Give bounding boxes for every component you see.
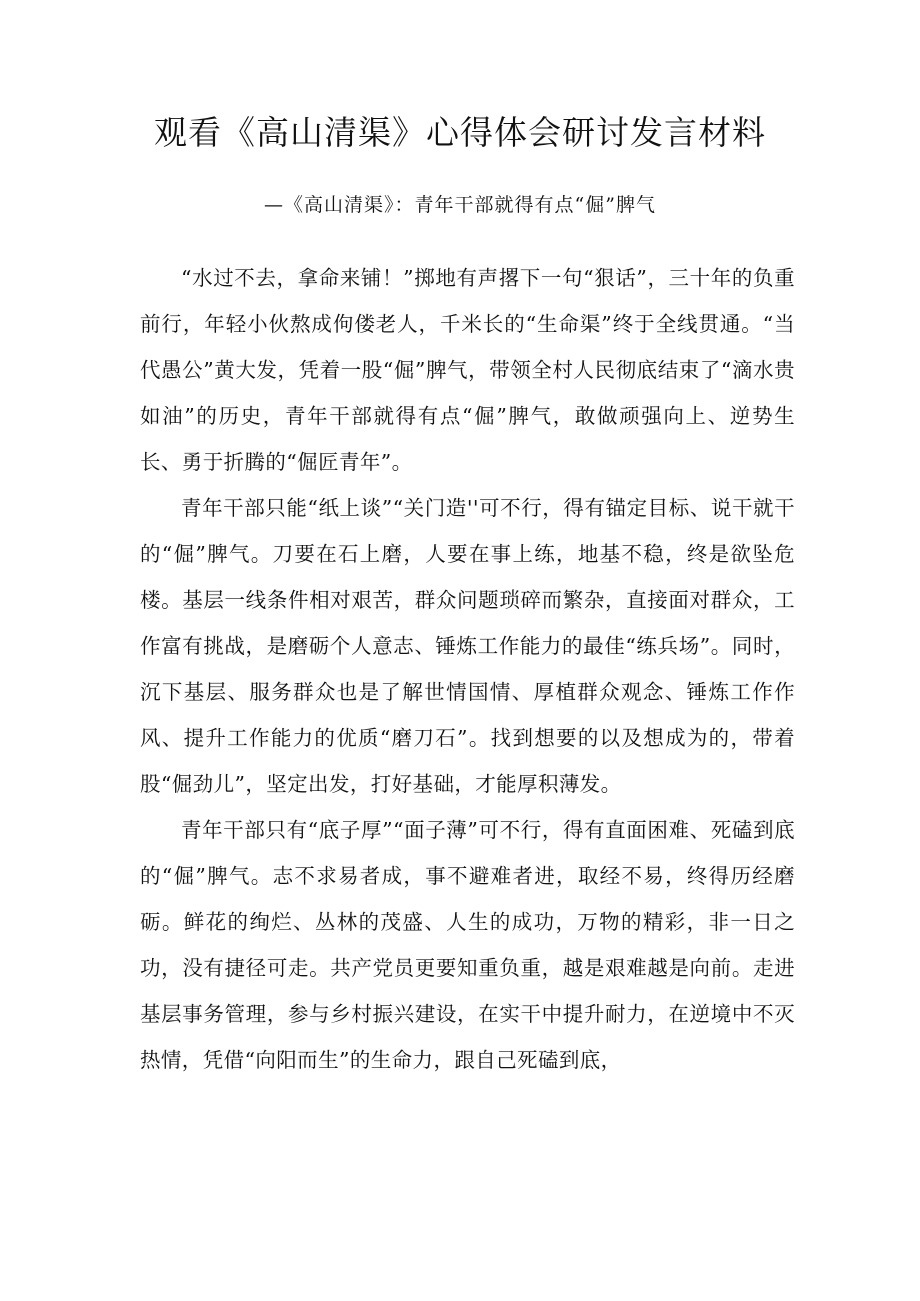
paragraph-1: “水过不去，拿命来铺！”掷地有声撂下一句“狠话”，三十年的负重前行，年轻小伙熬成佝偻老人，千米长的“生命渠”终于全线贯通。“当代愚公”黄大发，凭着一股“倔”脾气，带领全村人民彻底结束了“滴水贵如油”的历史，青年干部就得有点“倔”脾气，敢做顽强向上、逆势生长、勇于折腾的“倔匠青年”。 <box>140 266 795 474</box>
document-title: 观看《高山清渠》心得体会研讨发言材料 <box>154 113 766 152</box>
document-subtitle: —《高山清渠》：青年干部就得有点“倔”脾气 <box>264 194 656 216</box>
paragraph-2: 青年干部只能“纸上谈”“关门造''可不行，得有锚定目标、说干就干的“倔”脾气。刀要在石上磨，人要在事上练，地基不稳，终是欲坠危楼。基层一线条件相对艰苦，群众问题琐碎而繁杂，直接面对群众，工作富有挑战，是磨砺个人意志、锤炼工作能力的最佳“练兵场”。同时，沉下基层、服务群众也是了解世情国情、厚植群众观念、锤炼工作作风、提升工作能力的优质“磨刀石”。找到想要的以及想成为的，带着股“倔劲儿”，坚定出发，打好基础，才能厚积薄发。 <box>140 496 795 796</box>
paragraph-3: 青年干部只有“底子厚”“面子薄”可不行，得有直面困难、死磕到底的“倔”脾气。志不求易者成，事不避难者进，取经不易，终得历经磨砺。鲜花的绚烂、丛林的茂盛、人生的成功，万物的精彩，非一日之功，没有捷径可走。共产党员更要知重负重，越是艰难越是向前。走进基层事务管理，参与乡村振兴建设，在实干中提升耐力，在逆境中不灭热情，凭借“向阳而生”的生命力，跟自己死磕到底， <box>140 818 795 1072</box>
document-body <box>140 255 795 1083</box>
